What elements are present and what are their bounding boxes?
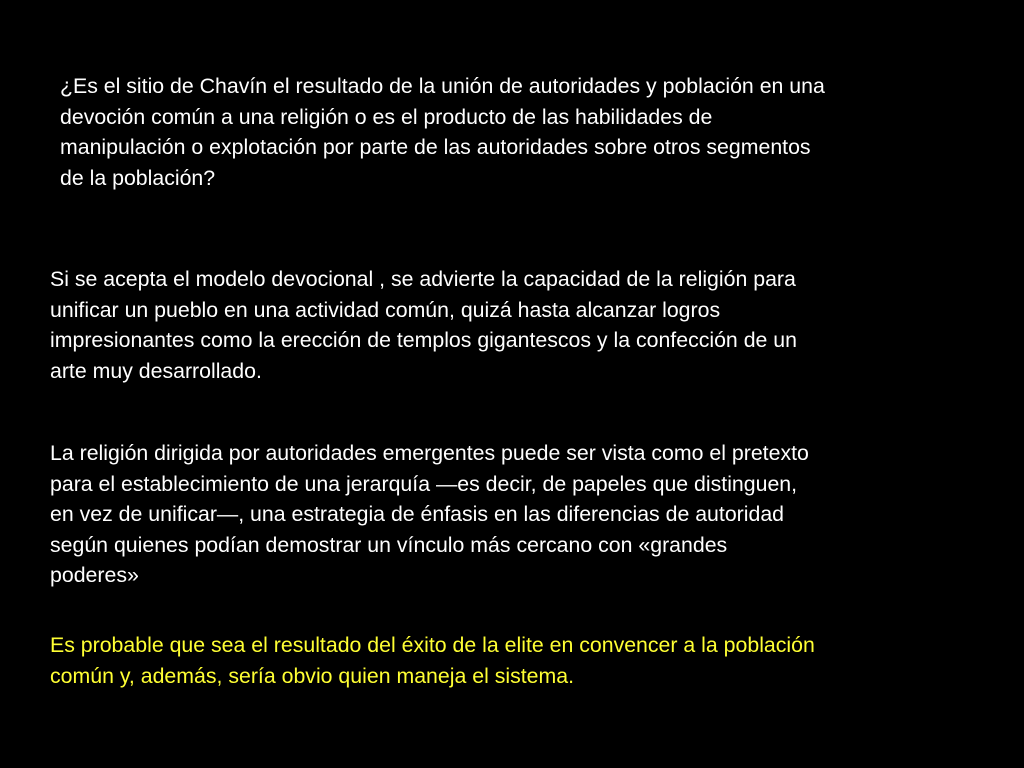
devotional-model-paragraph: Si se acepta el modelo devocional , se advierte la capacidad de la religión para unificar un pueblo en una actividad común, quizá hasta alcanzar logros impresionantes como la erección de templos gigantescos y la confección de un arte muy desarrollado. (50, 267, 797, 383)
question-paragraph: ¿Es el sitio de Chavín el resultado de la unión de autoridades y población en una devoción común a una religión o es el producto de las habilidades de manipulación o explotación por parte de las autoridades sobre otros segmentos de la población? (60, 74, 825, 190)
hierarchy-paragraph: La religión dirigida por autoridades emergentes puede ser vista como el pretexto para el establecimiento de una jerarquía —es decir, de papeles que distinguen, en vez de unificar—, una estrategia de énfasis en las diferencias de autoridad según quienes podían demostrar un vínculo más cercano con «grandes poderes» (50, 441, 809, 587)
conclusion-paragraph: Es probable que sea el resultado del éxito de la elite en convencer a la población común y, además, sería obvio quien maneja el sistema. (50, 633, 815, 688)
